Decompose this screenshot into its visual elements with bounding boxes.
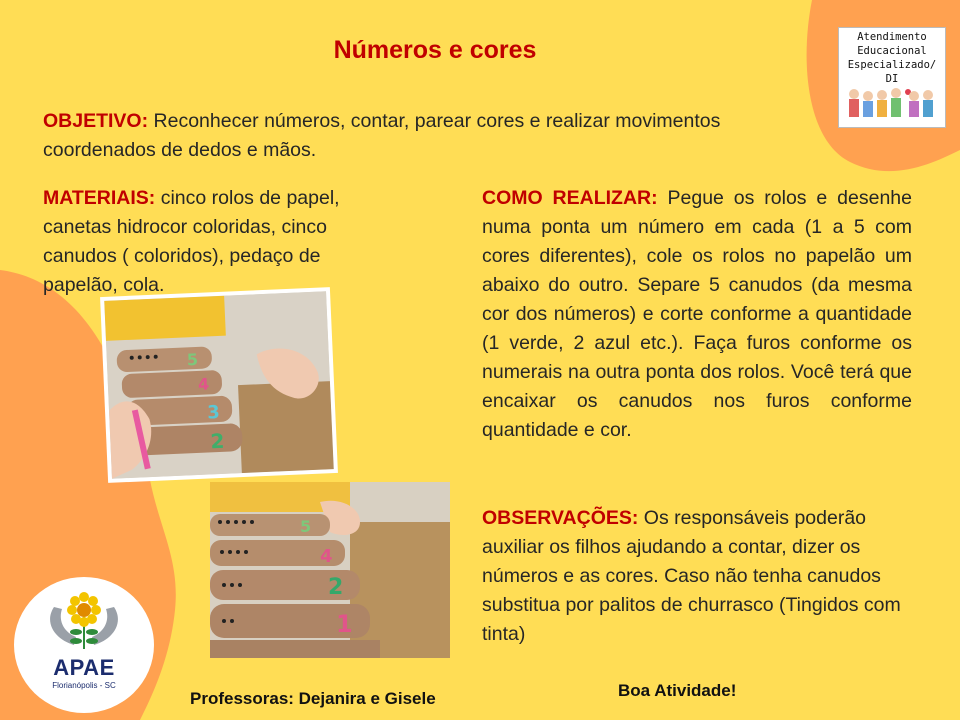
children-illustration-icon [842, 86, 942, 126]
apae-logo-city: Florianópolis - SC [52, 681, 116, 690]
page-title: Números e cores [333, 36, 537, 64]
como-realizar-paragraph [482, 184, 912, 445]
activity-photo-2 [210, 482, 450, 658]
objetivo-paragraph [43, 107, 813, 165]
como-realizar-label: COMO REALIZAR: [482, 187, 658, 209]
svg-text:2: 2 [328, 575, 344, 600]
svg-text:5: 5 [186, 349, 199, 370]
activity-photo-1 [104, 291, 334, 479]
photo-1-illustration [104, 291, 334, 479]
svg-text:1: 1 [336, 610, 353, 638]
objetivo-text: Reconhecer números, contar, parear cores e realizar movimentos coordenados de dedos e mãos. [43, 110, 721, 161]
svg-text:4: 4 [197, 374, 210, 394]
boa-atividade-text: Boa Atividade! [618, 681, 737, 700]
observacoes-paragraph [482, 504, 912, 649]
svg-text:4: 4 [320, 546, 333, 567]
objetivo-label: OBJETIVO: [43, 110, 149, 132]
apae-flower-hands-icon [14, 577, 154, 657]
professoras-credit: Professoras: Dejanira e Gisele [190, 689, 436, 708]
materiais-label: MATERIAIS: [43, 187, 156, 209]
apae-logo [14, 577, 154, 713]
aee-logo-line-1: Atendimento [857, 31, 927, 43]
materiais-text: cinco rolos de papel, canetas hidrocor coloridas, cinco canudos ( coloridos), pedaço de papelão, cola. [43, 187, 340, 296]
photo-2-illustration [210, 482, 450, 658]
svg-text:3: 3 [206, 402, 221, 424]
como-realizar-text: Pegue os rolos e desenhe numa ponta um número em cada (1 a 5 com cores diferentes), cole os rolos no papelão um abaixo do outro. Separe 5 canudos (da mesma cor dos números) e corte conforme a quantidade (1 verde, 2 azul etc.). Faça furos conforme os numerais na outra ponta dos rolos. Você terá que encaixar os canudos nos furos conforme quantidade e cor. [482, 187, 912, 441]
svg-text:5: 5 [300, 517, 312, 536]
aee-logo [838, 27, 946, 128]
aee-logo-line-3: Especializado/ DI [847, 59, 937, 85]
aee-logo-line-2: Educacional [857, 45, 927, 57]
svg-text:2: 2 [209, 428, 225, 454]
apae-logo-name: APAE [53, 655, 115, 680]
observacoes-text: Os responsáveis poderão auxiliar os filhos ajudando a contar, dizer os números e as cores. Caso não tenha canudos substitua por palitos de churrasco (Tingidos com tinta) [482, 507, 901, 645]
materiais-paragraph [43, 184, 388, 300]
observacoes-label: OBSERVAÇÕES: [482, 507, 639, 529]
